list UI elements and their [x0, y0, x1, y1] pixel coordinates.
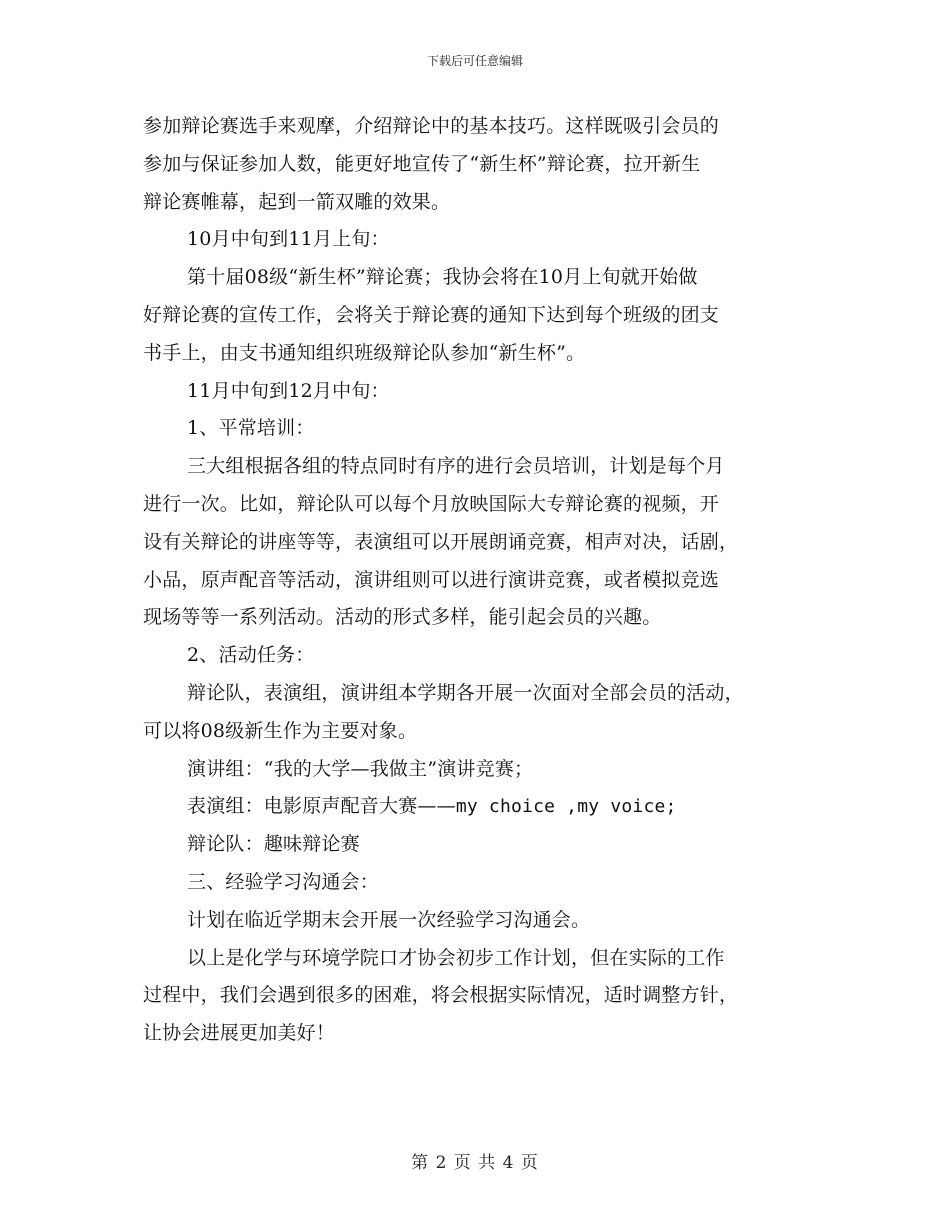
subsection-heading: 1、平常培训： [187, 417, 315, 440]
paragraph-line: 第十届08级“新生杯”辩论赛；我协会将在10月上旬就开始做 [187, 266, 698, 289]
paragraph-line: 小品，原声配音等活动，演讲组则可以进行演讲竞赛，或者模拟竞选 [143, 568, 720, 591]
paragraph-line: 进行一次。比如，辩论队可以每个月放映国际大专辩论赛的视频，开 [143, 492, 720, 515]
paragraph-line: 可以将08级新生作为主要对象。 [143, 719, 418, 742]
section-heading: 10月中旬到11月上旬： [187, 228, 390, 251]
paragraph-line: 三大组根据各组的特点同时有序的进行会员培训，计划是每个月 [187, 455, 725, 478]
paragraph-line: 设有关辩论的讲座等等，表演组可以开展朗诵竞赛，相声对决，话剧， [143, 530, 739, 553]
paragraph-line: 辩论赛帷幕，起到一箭双雕的效果。 [143, 190, 451, 213]
paragraph-line [143, 788, 811, 826]
paragraph-line: 演讲组：“我的大学—我做主”演讲竞赛； [187, 757, 534, 780]
paragraph-line: 参加辩论赛选手来观摩，介绍辩论中的基本技巧。这样既吸引会员的 [143, 115, 720, 137]
page-header: 下载后可任意编辑 [426, 54, 523, 68]
document-body [143, 108, 811, 1053]
performance-group-label: 表演组：电影原声配音大赛—— [187, 795, 456, 818]
paragraph-line: 书手上，由支书通知组织班级辩论队参加“新生杯”。 [143, 341, 586, 364]
paragraph-line: 辩论队：趣味辩论赛 [187, 833, 360, 856]
subsection-heading: 2、活动任务： [187, 644, 315, 667]
page-number: 第 2 页 共 4 页 [411, 1153, 539, 1173]
paragraph-line: 让协会进展更加美好！ [143, 1022, 336, 1045]
paragraph-line: 好辩论赛的宣传工作，会将关于辩论赛的通知下达到每个班级的团支 [143, 303, 720, 326]
paragraph-line: 现场等等一系列活动。活动的形式多样，能引起会员的兴趣。 [143, 606, 662, 629]
paragraph-line: 辩论队，表演组，演讲组本学期各开展一次面对全部会员的活动， [187, 681, 744, 704]
section-heading: 11月中旬到12月中旬： [187, 379, 390, 402]
paragraph-line: 过程中，我们会遇到很多的困难，将会根据实际情况，适时调整方针， [143, 984, 739, 1007]
paragraph-line: 参加与保证参加人数，能更好地宣传了“新生杯”辩论赛，拉开新生 [143, 152, 701, 175]
paragraph-line: 计划在临近学期末会开展一次经验学习沟通会。 [187, 908, 591, 931]
section-heading: 三、经验学习沟通会： [187, 870, 380, 893]
paragraph-line: 以上是化学与环境学院口才协会初步工作计划，但在实际的工作 [187, 946, 725, 969]
performance-group-theme: my choice ,my voice; [455, 796, 677, 818]
